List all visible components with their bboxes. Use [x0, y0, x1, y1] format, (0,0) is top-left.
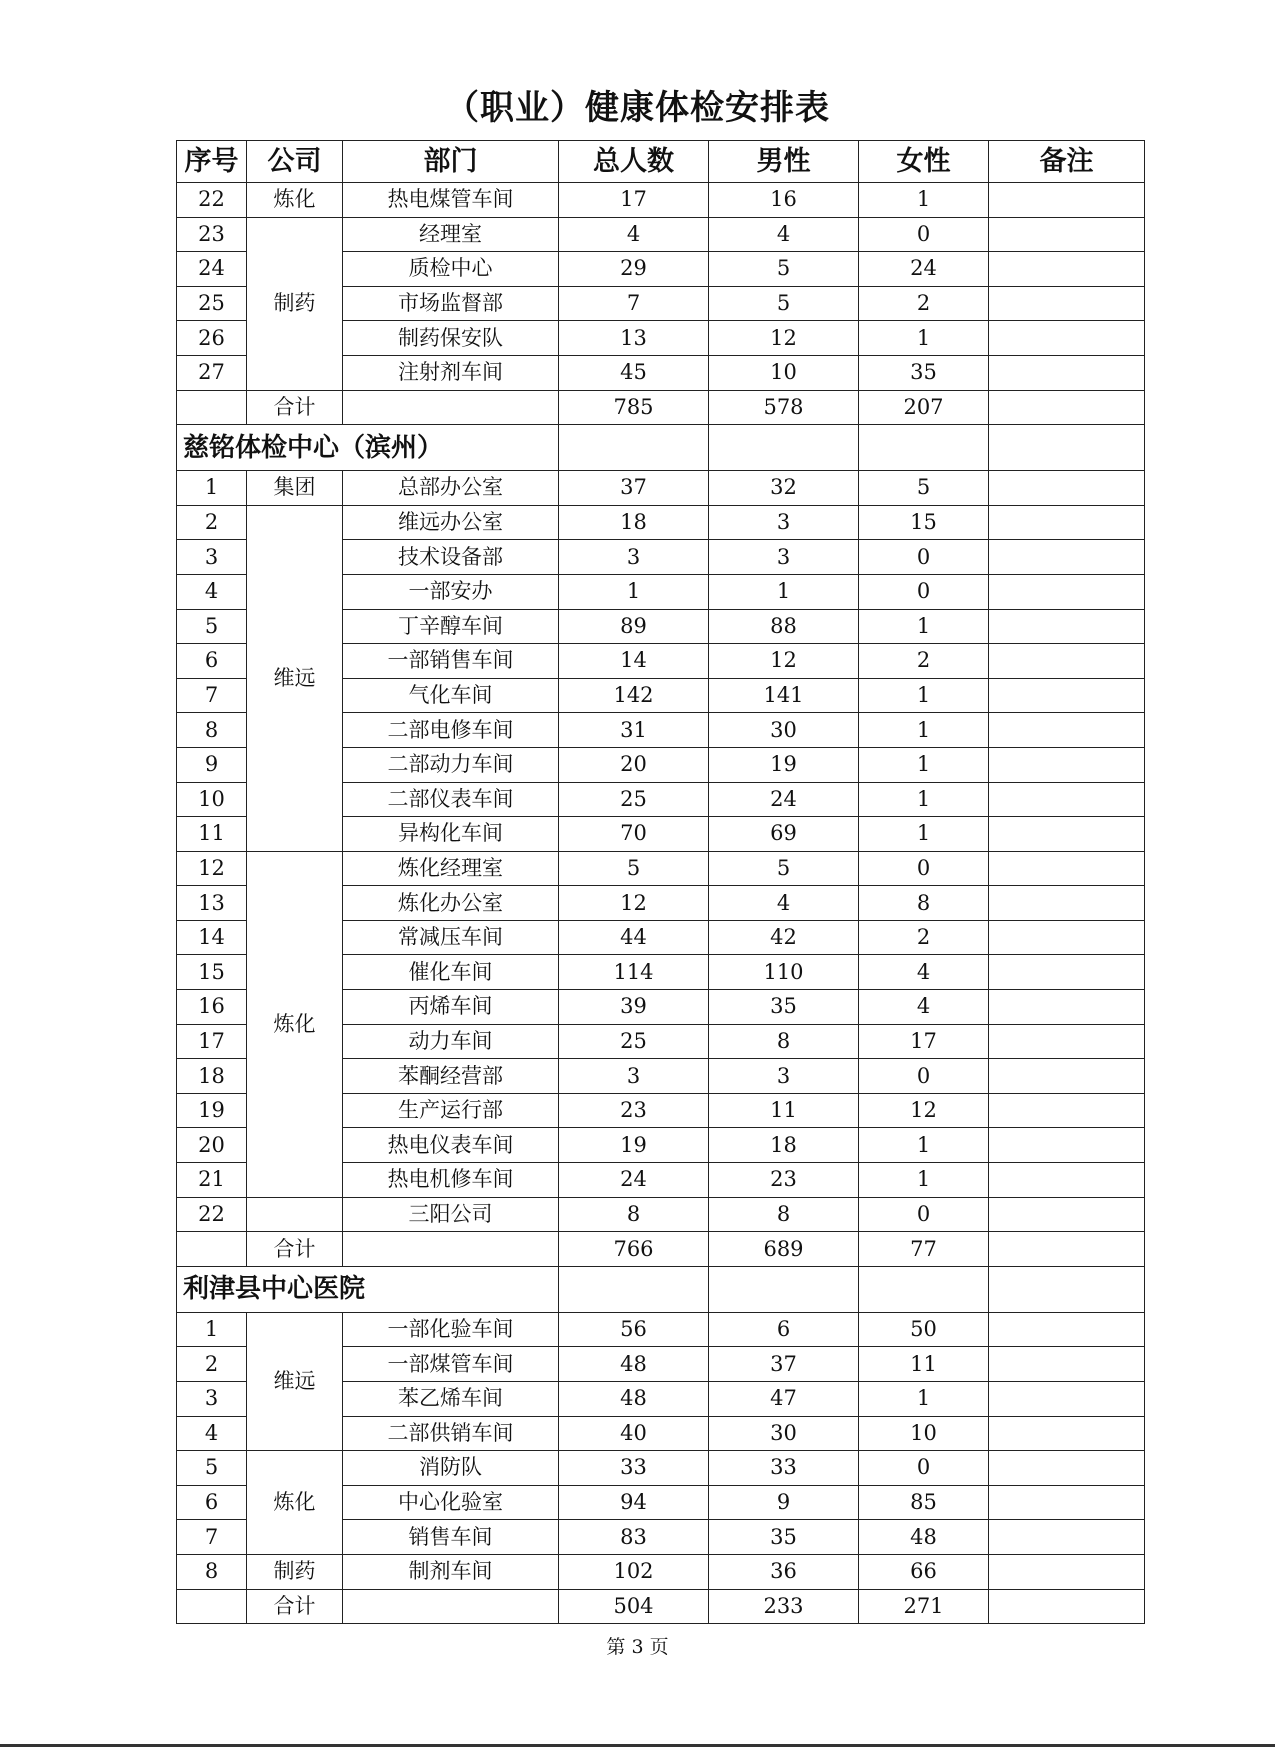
header-company: 公司: [247, 141, 343, 183]
notes-cell: [989, 505, 1145, 540]
dept-cell: 热电煤管车间: [343, 183, 559, 218]
dept-cell: 丁辛醇车间: [343, 609, 559, 644]
header-total: 总人数: [559, 141, 709, 183]
company-cell: 制药: [247, 1554, 343, 1589]
seq-cell: 26: [177, 321, 247, 356]
notes-cell: [989, 390, 1145, 425]
empty-cell: [559, 425, 709, 471]
male-cell: 8: [709, 1197, 859, 1232]
total-cell: 3: [559, 540, 709, 575]
dept-cell: 技术设备部: [343, 540, 559, 575]
male-cell: 19: [709, 747, 859, 782]
male-cell: 37: [709, 1347, 859, 1382]
seq-cell: 27: [177, 355, 247, 390]
seq-cell: 7: [177, 1520, 247, 1555]
dept-cell: 二部仪表车间: [343, 782, 559, 817]
company-cell: [247, 1197, 343, 1232]
female-cell: 4: [859, 955, 989, 990]
company-cell: 炼化: [247, 183, 343, 218]
company-cell: 炼化: [247, 1451, 343, 1555]
subtotal-male: 578: [709, 390, 859, 425]
total-cell: 31: [559, 713, 709, 748]
empty-cell: [989, 425, 1145, 471]
female-cell: 15: [859, 505, 989, 540]
dept-cell: [343, 390, 559, 425]
dept-cell: 维远办公室: [343, 505, 559, 540]
notes-cell: [989, 1554, 1145, 1589]
notes-cell: [989, 1416, 1145, 1451]
female-cell: 50: [859, 1312, 989, 1347]
company-cell: 维远: [247, 505, 343, 851]
header-female: 女性: [859, 141, 989, 183]
dept-cell: 市场监督部: [343, 286, 559, 321]
total-cell: 7: [559, 286, 709, 321]
male-cell: 5: [709, 252, 859, 287]
notes-cell: [989, 1232, 1145, 1267]
notes-cell: [989, 920, 1145, 955]
male-cell: 88: [709, 609, 859, 644]
male-cell: 8: [709, 1024, 859, 1059]
female-cell: 11: [859, 1347, 989, 1382]
dept-cell: 一部销售车间: [343, 644, 559, 679]
dept-cell: [343, 1589, 559, 1624]
seq-cell: 16: [177, 990, 247, 1025]
seq-cell: 7: [177, 678, 247, 713]
total-cell: 94: [559, 1485, 709, 1520]
seq-cell: 2: [177, 505, 247, 540]
male-cell: 69: [709, 817, 859, 852]
subtotal-male: 689: [709, 1232, 859, 1267]
male-cell: 5: [709, 851, 859, 886]
total-cell: 4: [559, 217, 709, 252]
company-cell: 集团: [247, 471, 343, 506]
seq-cell: 19: [177, 1093, 247, 1128]
dept-cell: 一部安办: [343, 574, 559, 609]
male-cell: 6: [709, 1312, 859, 1347]
seq-cell: 5: [177, 1451, 247, 1486]
empty-cell: [709, 425, 859, 471]
female-cell: 1: [859, 609, 989, 644]
section-header-row: [177, 1266, 1145, 1312]
dept-cell: 苯酮经营部: [343, 1059, 559, 1094]
dept-cell: 三阳公司: [343, 1197, 559, 1232]
notes-cell: [989, 252, 1145, 287]
total-cell: 25: [559, 782, 709, 817]
notes-cell: [989, 955, 1145, 990]
total-cell: 24: [559, 1163, 709, 1198]
total-cell: 25: [559, 1024, 709, 1059]
dept-cell: 中心化验室: [343, 1485, 559, 1520]
exam-schedule-table: [176, 140, 1145, 1624]
empty-cell: [859, 1266, 989, 1312]
seq-cell: 10: [177, 782, 247, 817]
dept-cell: 二部电修车间: [343, 713, 559, 748]
female-cell: 1: [859, 1128, 989, 1163]
notes-cell: [989, 355, 1145, 390]
subtotal-row: [177, 1589, 1145, 1624]
total-cell: 48: [559, 1382, 709, 1417]
seq-cell: 15: [177, 955, 247, 990]
female-cell: 1: [859, 678, 989, 713]
table-row: [177, 183, 1145, 218]
female-cell: 1: [859, 183, 989, 218]
seq-cell: 22: [177, 183, 247, 218]
page-number: 第 3 页: [606, 1636, 669, 1658]
female-cell: 66: [859, 1554, 989, 1589]
total-cell: 45: [559, 355, 709, 390]
female-cell: 2: [859, 644, 989, 679]
subtotal-row: [177, 390, 1145, 425]
male-cell: 11: [709, 1093, 859, 1128]
male-cell: 18: [709, 1128, 859, 1163]
dept-cell: 常减压车间: [343, 920, 559, 955]
subtotal-female: 207: [859, 390, 989, 425]
male-cell: 12: [709, 644, 859, 679]
seq-cell: [177, 1232, 247, 1267]
section-title: 慈铭体检中心（滨州）: [177, 425, 559, 471]
notes-cell: [989, 471, 1145, 506]
dept-cell: 消防队: [343, 1451, 559, 1486]
dept-cell: 二部动力车间: [343, 747, 559, 782]
subtotal-total: 504: [559, 1589, 709, 1624]
notes-cell: [989, 1451, 1145, 1486]
notes-cell: [989, 1024, 1145, 1059]
female-cell: 1: [859, 713, 989, 748]
dept-cell: 制剂车间: [343, 1554, 559, 1589]
notes-cell: [989, 183, 1145, 218]
seq-cell: 8: [177, 1554, 247, 1589]
seq-cell: 11: [177, 817, 247, 852]
dept-cell: 丙烯车间: [343, 990, 559, 1025]
male-cell: 42: [709, 920, 859, 955]
page-title: （职业）健康体检安排表: [445, 88, 830, 128]
total-cell: 102: [559, 1554, 709, 1589]
notes-cell: [989, 1312, 1145, 1347]
total-cell: 19: [559, 1128, 709, 1163]
seq-cell: 18: [177, 1059, 247, 1094]
male-cell: 16: [709, 183, 859, 218]
female-cell: 0: [859, 217, 989, 252]
total-cell: 142: [559, 678, 709, 713]
male-cell: 1: [709, 574, 859, 609]
total-cell: 89: [559, 609, 709, 644]
seq-cell: 25: [177, 286, 247, 321]
table-row: [177, 851, 1145, 886]
subtotal-label: 合计: [247, 1589, 343, 1624]
table-row: [177, 1312, 1145, 1347]
seq-cell: 1: [177, 471, 247, 506]
male-cell: 5: [709, 286, 859, 321]
total-cell: 44: [559, 920, 709, 955]
dept-cell: 销售车间: [343, 1520, 559, 1555]
female-cell: 2: [859, 286, 989, 321]
dept-cell: 制药保安队: [343, 321, 559, 356]
subtotal-row: [177, 1232, 1145, 1267]
table-header-row: [177, 141, 1145, 183]
female-cell: 1: [859, 782, 989, 817]
total-cell: 13: [559, 321, 709, 356]
notes-cell: [989, 1347, 1145, 1382]
seq-cell: 4: [177, 1416, 247, 1451]
notes-cell: [989, 321, 1145, 356]
total-cell: 33: [559, 1451, 709, 1486]
total-cell: 56: [559, 1312, 709, 1347]
seq-cell: 4: [177, 574, 247, 609]
scan-edge-divider: [0, 1744, 1275, 1747]
notes-cell: [989, 817, 1145, 852]
table-row: [177, 471, 1145, 506]
female-cell: 4: [859, 990, 989, 1025]
notes-cell: [989, 886, 1145, 921]
male-cell: 141: [709, 678, 859, 713]
subtotal-total: 766: [559, 1232, 709, 1267]
seq-cell: 3: [177, 540, 247, 575]
total-cell: 29: [559, 252, 709, 287]
female-cell: 0: [859, 574, 989, 609]
total-cell: 18: [559, 505, 709, 540]
seq-cell: 9: [177, 747, 247, 782]
male-cell: 32: [709, 471, 859, 506]
empty-cell: [709, 1266, 859, 1312]
subtotal-label: 合计: [247, 390, 343, 425]
notes-cell: [989, 747, 1145, 782]
notes-cell: [989, 286, 1145, 321]
total-cell: 37: [559, 471, 709, 506]
female-cell: 0: [859, 1451, 989, 1486]
notes-cell: [989, 1485, 1145, 1520]
male-cell: 47: [709, 1382, 859, 1417]
dept-cell: 生产运行部: [343, 1093, 559, 1128]
table-row: [177, 1451, 1145, 1486]
male-cell: 9: [709, 1485, 859, 1520]
female-cell: 85: [859, 1485, 989, 1520]
total-cell: 40: [559, 1416, 709, 1451]
notes-cell: [989, 1197, 1145, 1232]
subtotal-female: 77: [859, 1232, 989, 1267]
dept-cell: 热电机修车间: [343, 1163, 559, 1198]
female-cell: 1: [859, 747, 989, 782]
male-cell: 30: [709, 713, 859, 748]
female-cell: 12: [859, 1093, 989, 1128]
total-cell: 17: [559, 183, 709, 218]
total-cell: 83: [559, 1520, 709, 1555]
seq-cell: 12: [177, 851, 247, 886]
male-cell: 23: [709, 1163, 859, 1198]
seq-cell: 23: [177, 217, 247, 252]
dept-cell: 一部化验车间: [343, 1312, 559, 1347]
dept-cell: 注射剂车间: [343, 355, 559, 390]
subtotal-male: 233: [709, 1589, 859, 1624]
female-cell: 2: [859, 920, 989, 955]
female-cell: 1: [859, 321, 989, 356]
seq-cell: 2: [177, 1347, 247, 1382]
notes-cell: [989, 990, 1145, 1025]
dept-cell: 经理室: [343, 217, 559, 252]
seq-cell: 20: [177, 1128, 247, 1163]
dept-cell: 动力车间: [343, 1024, 559, 1059]
male-cell: 4: [709, 217, 859, 252]
section-title: 利津县中心医院: [177, 1266, 559, 1312]
dept-cell: 气化车间: [343, 678, 559, 713]
female-cell: 8: [859, 886, 989, 921]
female-cell: 1: [859, 1163, 989, 1198]
seq-cell: 24: [177, 252, 247, 287]
total-cell: 14: [559, 644, 709, 679]
total-cell: 5: [559, 851, 709, 886]
table-row: [177, 505, 1145, 540]
female-cell: 35: [859, 355, 989, 390]
female-cell: 5: [859, 471, 989, 506]
notes-cell: [989, 1382, 1145, 1417]
seq-cell: 21: [177, 1163, 247, 1198]
notes-cell: [989, 713, 1145, 748]
total-cell: 114: [559, 955, 709, 990]
total-cell: 12: [559, 886, 709, 921]
notes-cell: [989, 540, 1145, 575]
male-cell: 36: [709, 1554, 859, 1589]
dept-cell: 炼化经理室: [343, 851, 559, 886]
header-notes: 备注: [989, 141, 1145, 183]
header-dept: 部门: [343, 141, 559, 183]
total-cell: 70: [559, 817, 709, 852]
company-cell: 制药: [247, 217, 343, 390]
seq-cell: [177, 1589, 247, 1624]
notes-cell: [989, 1128, 1145, 1163]
notes-cell: [989, 678, 1145, 713]
empty-cell: [559, 1266, 709, 1312]
male-cell: 35: [709, 990, 859, 1025]
notes-cell: [989, 1093, 1145, 1128]
seq-cell: 1: [177, 1312, 247, 1347]
dept-cell: 总部办公室: [343, 471, 559, 506]
seq-cell: 5: [177, 609, 247, 644]
notes-cell: [989, 609, 1145, 644]
subtotal-female: 271: [859, 1589, 989, 1624]
dept-cell: 二部供销车间: [343, 1416, 559, 1451]
seq-cell: 17: [177, 1024, 247, 1059]
dept-cell: 炼化办公室: [343, 886, 559, 921]
male-cell: 12: [709, 321, 859, 356]
dept-cell: 质检中心: [343, 252, 559, 287]
female-cell: 17: [859, 1024, 989, 1059]
male-cell: 35: [709, 1520, 859, 1555]
subtotal-label: 合计: [247, 1232, 343, 1267]
male-cell: 3: [709, 1059, 859, 1094]
header-male: 男性: [709, 141, 859, 183]
notes-cell: [989, 782, 1145, 817]
female-cell: 0: [859, 540, 989, 575]
header-seq: 序号: [177, 141, 247, 183]
dept-cell: 催化车间: [343, 955, 559, 990]
dept-cell: 苯乙烯车间: [343, 1382, 559, 1417]
male-cell: 24: [709, 782, 859, 817]
seq-cell: 6: [177, 644, 247, 679]
seq-cell: 3: [177, 1382, 247, 1417]
subtotal-total: 785: [559, 390, 709, 425]
male-cell: 30: [709, 1416, 859, 1451]
total-cell: 23: [559, 1093, 709, 1128]
notes-cell: [989, 1059, 1145, 1094]
total-cell: 20: [559, 747, 709, 782]
total-cell: 48: [559, 1347, 709, 1382]
company-cell: 炼化: [247, 851, 343, 1197]
male-cell: 3: [709, 505, 859, 540]
male-cell: 33: [709, 1451, 859, 1486]
total-cell: 8: [559, 1197, 709, 1232]
empty-cell: [989, 1266, 1145, 1312]
table-row: [177, 1197, 1145, 1232]
seq-cell: 8: [177, 713, 247, 748]
table-row: [177, 1554, 1145, 1589]
female-cell: 1: [859, 1382, 989, 1417]
female-cell: 0: [859, 1197, 989, 1232]
seq-cell: 6: [177, 1485, 247, 1520]
female-cell: 0: [859, 1059, 989, 1094]
female-cell: 24: [859, 252, 989, 287]
total-cell: 39: [559, 990, 709, 1025]
notes-cell: [989, 1589, 1145, 1624]
section-header-row: [177, 425, 1145, 471]
female-cell: 1: [859, 817, 989, 852]
male-cell: 4: [709, 886, 859, 921]
male-cell: 3: [709, 540, 859, 575]
notes-cell: [989, 574, 1145, 609]
male-cell: 10: [709, 355, 859, 390]
female-cell: 10: [859, 1416, 989, 1451]
female-cell: 48: [859, 1520, 989, 1555]
seq-cell: 22: [177, 1197, 247, 1232]
notes-cell: [989, 644, 1145, 679]
empty-cell: [859, 425, 989, 471]
dept-cell: 一部煤管车间: [343, 1347, 559, 1382]
seq-cell: [177, 390, 247, 425]
notes-cell: [989, 1520, 1145, 1555]
notes-cell: [989, 217, 1145, 252]
dept-cell: 异构化车间: [343, 817, 559, 852]
dept-cell: [343, 1232, 559, 1267]
seq-cell: 13: [177, 886, 247, 921]
company-cell: 维远: [247, 1312, 343, 1450]
notes-cell: [989, 851, 1145, 886]
dept-cell: 热电仪表车间: [343, 1128, 559, 1163]
table-row: [177, 217, 1145, 252]
total-cell: 1: [559, 574, 709, 609]
male-cell: 110: [709, 955, 859, 990]
notes-cell: [989, 1163, 1145, 1198]
seq-cell: 14: [177, 920, 247, 955]
total-cell: 3: [559, 1059, 709, 1094]
female-cell: 0: [859, 851, 989, 886]
